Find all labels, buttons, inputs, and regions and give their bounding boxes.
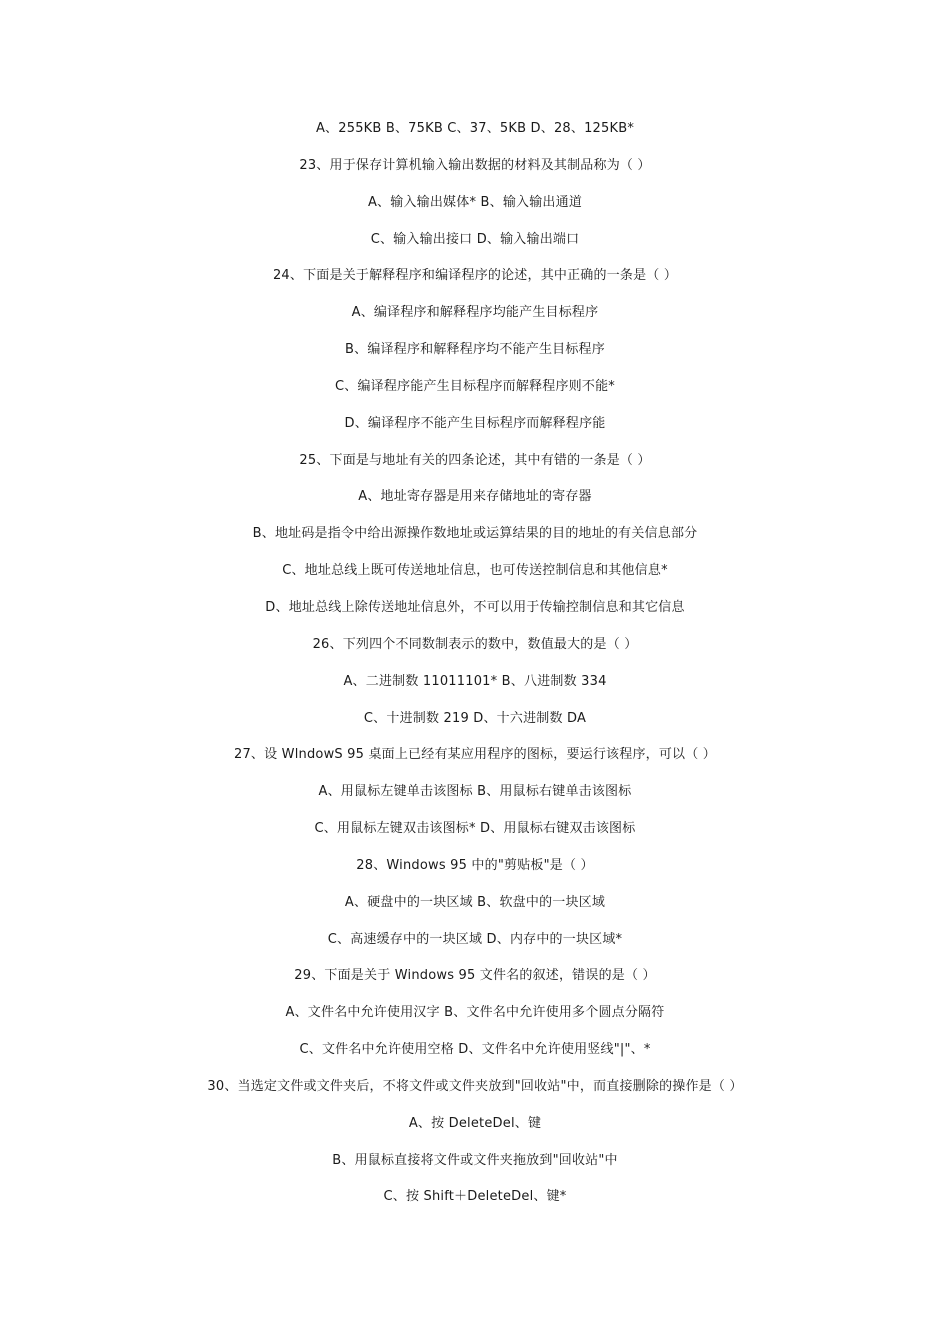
option-25a: A、地址寄存器是用来存储地址的寄存器 bbox=[358, 489, 592, 505]
question-24: 24、下面是关于解释程序和编译程序的论述，其中正确的一条是（ ） bbox=[272, 268, 678, 284]
option-line-22: A、255KB B、75KB C、37、5KB D、28、125KB* bbox=[315, 121, 635, 136]
option-30b: B、用鼠标直接将文件或文件夹拖放到"回收站"中 bbox=[332, 1152, 618, 1168]
option-line-28b: C、高速缓存中的一块区域 D、内存中的一块区域* bbox=[327, 931, 623, 947]
question-29: 29、下面是关于 Windows 95 文件名的叙述，错误的是（ ） bbox=[294, 968, 656, 984]
option-line-29a: A、文件名中允许使用汉字 B、文件名中允许使用多个圆点分隔符 bbox=[285, 1005, 665, 1021]
question-25: 25、下面是与地址有关的四条论述，其中有错的一条是（ ） bbox=[299, 452, 651, 468]
question-28: 28、Windows 95 中的"剪贴板"是（ ） bbox=[356, 857, 594, 873]
option-line-27b: C、用鼠标左键双击该图标* D、用鼠标右键双击该图标 bbox=[314, 821, 636, 837]
option-line-23a: A、输入输出媒体* B、输入输出通道 bbox=[367, 194, 583, 210]
question-30: 30、当选定文件或文件夹后，不将文件或文件夹放到"回收站"中，而直接删除的操作是（ ） bbox=[207, 1078, 743, 1094]
option-25b: B、地址码是指令中给出源操作数地址或运算结果的目的地址的有关信息部分 bbox=[252, 526, 698, 542]
option-30c: C、按 Shift＋DeleteDel、键* bbox=[383, 1189, 567, 1205]
question-23: 23、用于保存计算机输入输出数据的材料及其制品称为（ ） bbox=[299, 157, 651, 173]
option-24b: B、编译程序和解释程序均不能产生目标程序 bbox=[345, 342, 605, 358]
option-30a: A、按 DeleteDel、键 bbox=[408, 1115, 542, 1131]
option-24c: C、编译程序能产生目标程序而解释程序则不能* bbox=[335, 378, 615, 394]
option-24a: A、编译程序和解释程序均能产生目标程序 bbox=[351, 305, 599, 321]
option-line-23b: C、输入输出接口 D、输入输出端口 bbox=[370, 231, 580, 247]
question-26: 26、下列四个不同数制表示的数中，数值最大的是（ ） bbox=[312, 636, 638, 652]
question-27: 27、设 WlndowS 95 桌面上已经有某应用程序的图标，要运行该程序，可以（ ） bbox=[233, 747, 716, 763]
question-list bbox=[0, 118, 950, 1223]
option-line-26b: C、十进制数 219 D、十六进制数 DA bbox=[363, 710, 587, 726]
option-line-27a: A、用鼠标左键单击该图标 B、用鼠标右键单击该图标 bbox=[318, 784, 632, 800]
option-line-28a: A、硬盘中的一块区域 B、软盘中的一块区域 bbox=[344, 894, 606, 910]
option-line-29b: C、文件名中允许使用空格 D、文件名中允许使用竖线"|"、* bbox=[299, 1042, 651, 1058]
option-25c: C、地址总线上既可传送地址信息，也可传送控制信息和其他信息* bbox=[282, 563, 668, 579]
option-25d: D、地址总线上除传送地址信息外，不可以用于传输控制信息和其它信息 bbox=[265, 599, 685, 615]
option-line-26a: A、二进制数 11011101* B、八进制数 334 bbox=[343, 673, 607, 689]
option-24d: D、编译程序不能产生目标程序而解释程序能 bbox=[344, 415, 606, 431]
